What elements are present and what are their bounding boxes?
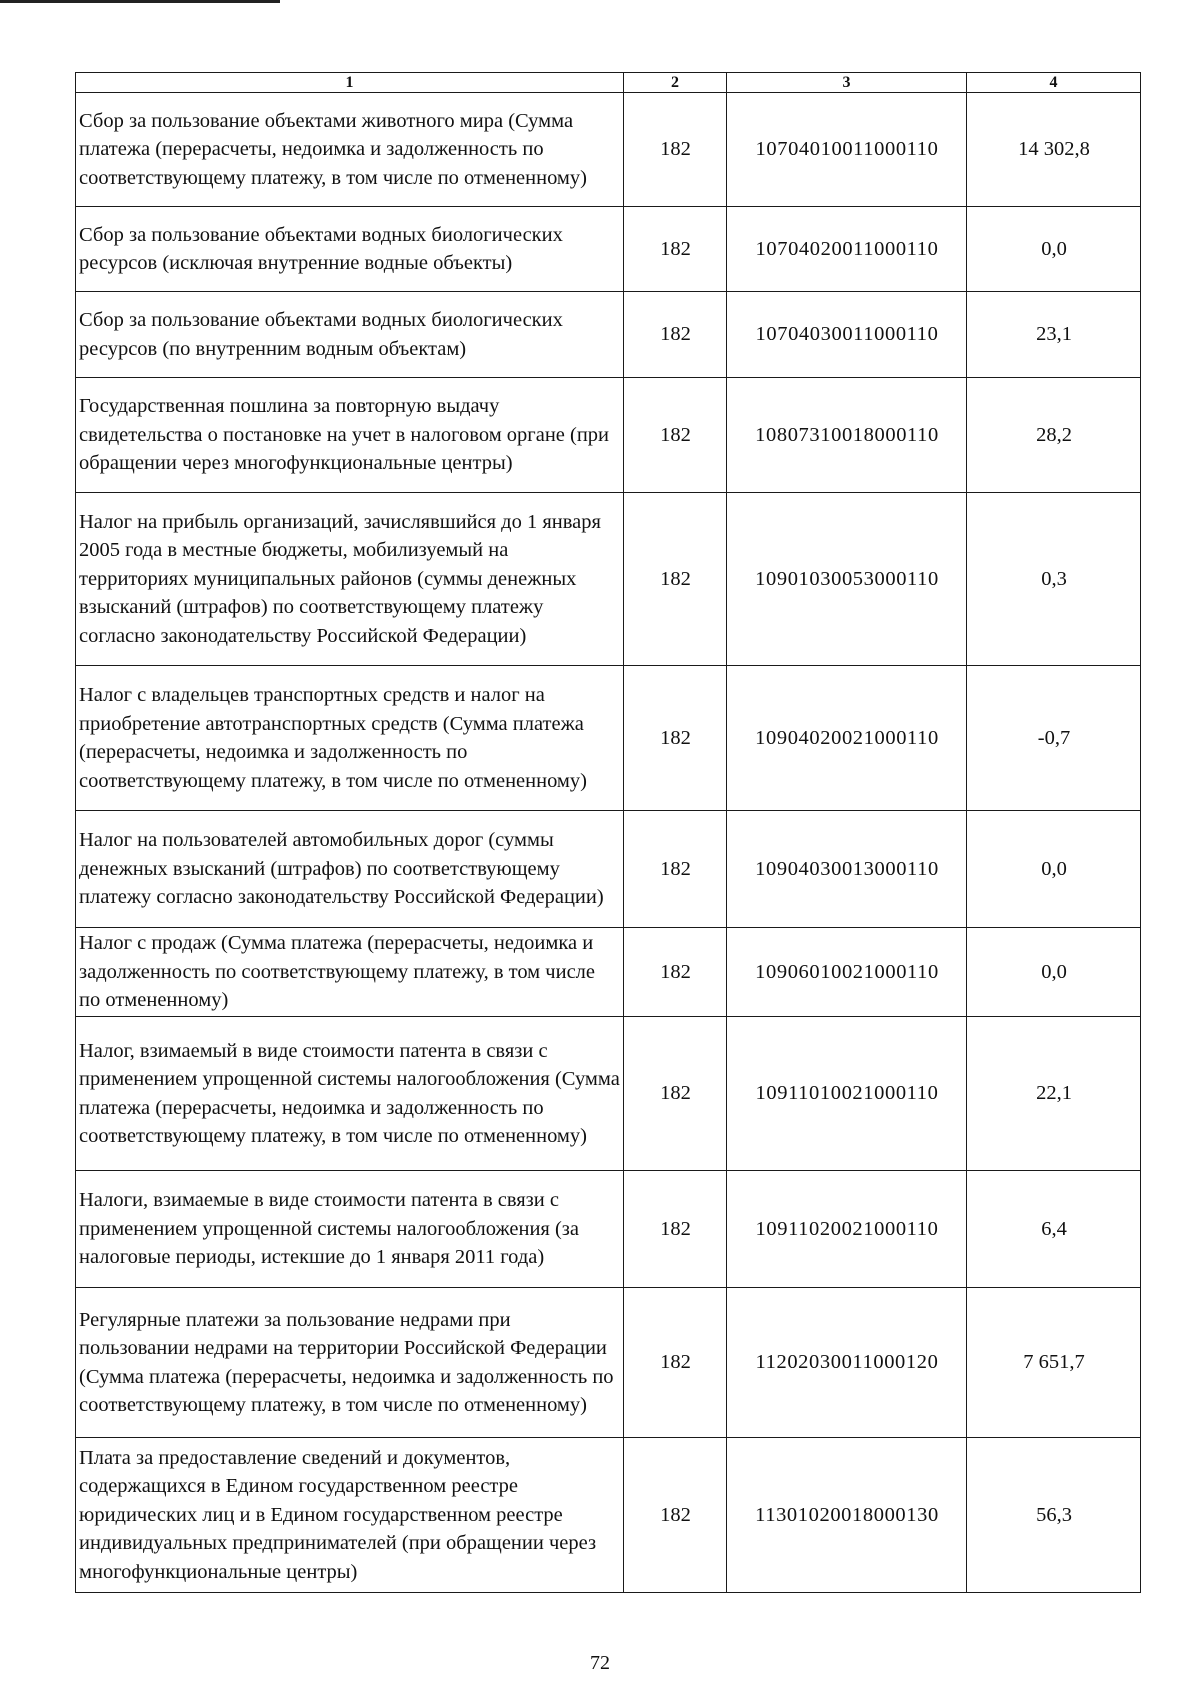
table-row — [76, 1288, 1141, 1438]
amount: -0,7 — [967, 666, 1141, 811]
table-row — [76, 493, 1141, 666]
administrator-code: 182 — [624, 493, 727, 666]
administrator-code: 182 — [624, 292, 727, 378]
table-row — [76, 1017, 1141, 1171]
amount: 7 651,7 — [967, 1288, 1141, 1438]
amount: 56,3 — [967, 1438, 1141, 1593]
amount: 22,1 — [967, 1017, 1141, 1171]
amount: 0,0 — [967, 928, 1141, 1017]
table-row — [76, 1171, 1141, 1288]
revenue-name: Регулярные платежи за пользование недрами при пользовании недрами на территории Российской Федерации (Сумма платежа (перерасчеты, недоимка и задолженность по соответствующему платежу, в том числе по отмененному) — [76, 1288, 624, 1438]
amount: 0,0 — [967, 207, 1141, 292]
header-col-1: 1 — [76, 73, 624, 93]
amount: 28,2 — [967, 378, 1141, 493]
amount: 14 302,8 — [967, 93, 1141, 207]
revenue-name: Налог на прибыль организаций, зачислявшийся до 1 января 2005 года в местные бюджеты, мобилизуемый на территориях муниципальных районов (суммы денежных взысканий (штрафов) по соответствующему платежу согласно законодательству Российской Федерации) — [76, 493, 624, 666]
administrator-code: 182 — [624, 207, 727, 292]
table-row — [76, 928, 1141, 1017]
revenue-table — [75, 72, 1141, 1593]
page-number: 72 — [590, 1652, 610, 1674]
revenue-name: Налоги, взимаемые в виде стоимости патента в связи с применением упрощенной системы налогообложения (за налоговые периоды, истекшие до 1 января 2011 года) — [76, 1171, 624, 1288]
administrator-code: 182 — [624, 666, 727, 811]
administrator-code: 182 — [624, 811, 727, 928]
table-row — [76, 811, 1141, 928]
budget-classification-code: 10904020021000110 — [727, 666, 967, 811]
administrator-code: 182 — [624, 93, 727, 207]
budget-classification-code: 10911010021000110 — [727, 1017, 967, 1171]
budget-classification-code: 10906010021000110 — [727, 928, 967, 1017]
revenue-name: Государственная пошлина за повторную выдачу свидетельства о постановке на учет в налоговом органе (при обращении через многофункциональные центры) — [76, 378, 624, 493]
revenue-name: Налог, взимаемый в виде стоимости патента в связи с применением упрощенной системы налогообложения (Сумма платежа (перерасчеты, недоимка и задолженность по соответствующему платежу, в том числе по отмененному) — [76, 1017, 624, 1171]
table-row — [76, 93, 1141, 207]
revenue-name: Плата за предоставление сведений и документов, содержащихся в Едином государственном реестре юридических лиц и в Едином государственном реестре индивидуальных предпринимателей (при обращении через многофункциональные центры) — [76, 1438, 624, 1593]
administrator-code: 182 — [624, 928, 727, 1017]
revenue-name: Налог с владельцев транспортных средств и налог на приобретение автотранспортных средств (Сумма платежа (перерасчеты, недоимка и задолженность по соответствующему платежу, в том числе по отмененному) — [76, 666, 624, 811]
table-row — [76, 1438, 1141, 1593]
budget-classification-code: 10704030011000110 — [727, 292, 967, 378]
amount: 23,1 — [967, 292, 1141, 378]
amount: 0,3 — [967, 493, 1141, 666]
administrator-code: 182 — [624, 1288, 727, 1438]
budget-classification-code: 10901030053000110 — [727, 493, 967, 666]
budget-classification-code: 10911020021000110 — [727, 1171, 967, 1288]
revenue-name: Налог с продаж (Сумма платежа (перерасчеты, недоимка и задолженность по соответствующему платежу, в том числе по отмененному) — [76, 928, 624, 1017]
revenue-name: Налог на пользователей автомобильных дорог (суммы денежных взысканий (штрафов) по соответствующему платежу согласно законодательству Российской Федерации) — [76, 811, 624, 928]
budget-classification-code: 10704010011000110 — [727, 93, 967, 207]
amount: 0,0 — [967, 811, 1141, 928]
administrator-code: 182 — [624, 1438, 727, 1593]
budget-classification-code: 10904030013000110 — [727, 811, 967, 928]
table-row — [76, 207, 1141, 292]
budget-classification-code: 11202030011000120 — [727, 1288, 967, 1438]
table-row — [76, 292, 1141, 378]
budget-classification-code: 10704020011000110 — [727, 207, 967, 292]
revenue-name: Сбор за пользование объектами водных биологических ресурсов (по внутренним водным объектам) — [76, 292, 624, 378]
header-col-3: 3 — [727, 73, 967, 93]
revenue-name: Сбор за пользование объектами водных биологических ресурсов (исключая внутренние водные объекты) — [76, 207, 624, 292]
administrator-code: 182 — [624, 378, 727, 493]
header-row — [76, 73, 1141, 93]
revenue-name: Сбор за пользование объектами животного мира (Сумма платежа (перерасчеты, недоимка и задолженность по соответствующему платежу, в том числе по отмененному) — [76, 93, 624, 207]
table-row — [76, 666, 1141, 811]
table-row — [76, 378, 1141, 493]
budget-classification-code: 11301020018000130 — [727, 1438, 967, 1593]
scan-edge-mark — [0, 0, 280, 3]
administrator-code: 182 — [624, 1017, 727, 1171]
header-col-2: 2 — [624, 73, 727, 93]
header-col-4: 4 — [967, 73, 1141, 93]
amount: 6,4 — [967, 1171, 1141, 1288]
administrator-code: 182 — [624, 1171, 727, 1288]
budget-classification-code: 10807310018000110 — [727, 378, 967, 493]
